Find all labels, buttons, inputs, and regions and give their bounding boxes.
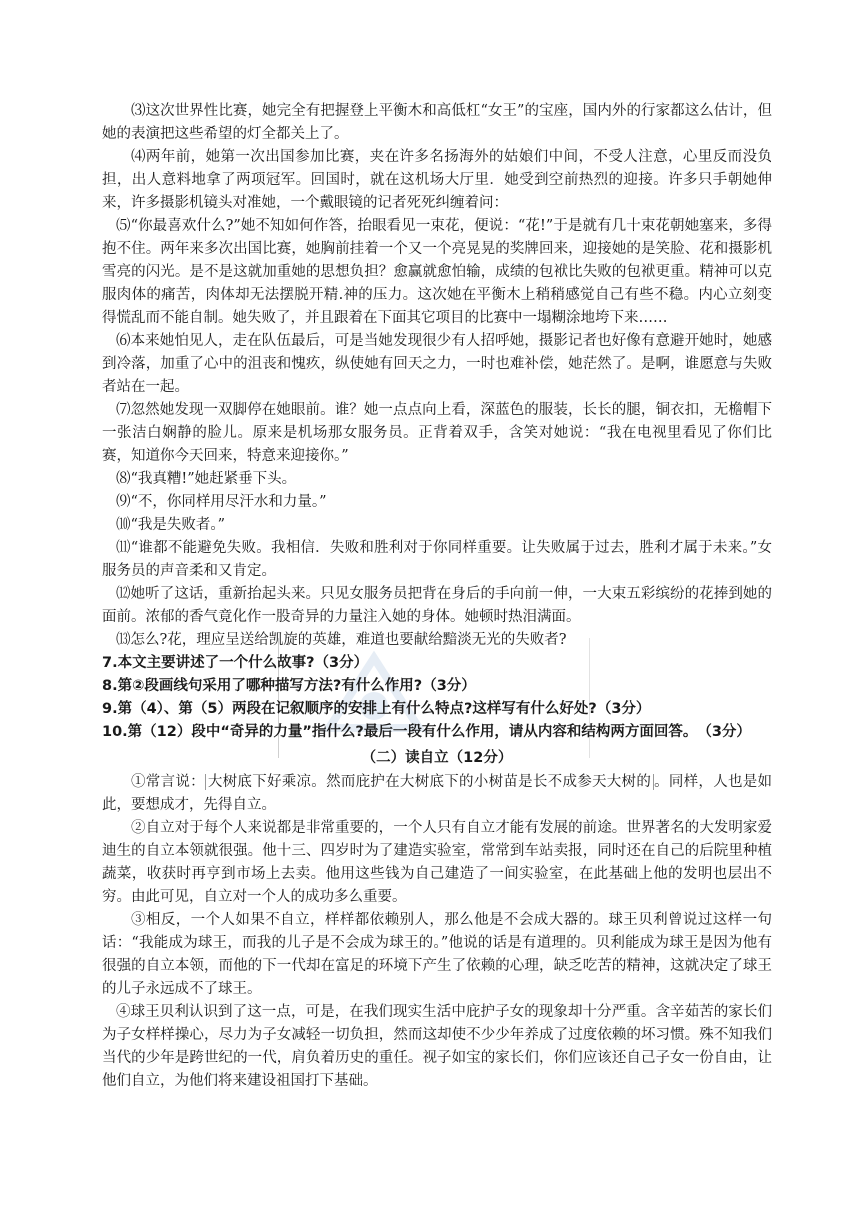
essay-paragraph-4: ④球王贝利认识到了这一点，可是，在我们现实生活中庇护子女的现象却十分严重。含辛茹苦的家长们为子女样样操心，尽力为子女减轻一切负担，然而这却使不少少年养成了过度依赖的坏习惯。殊不知我们当代的少年是跨世纪的一代，肩负着历史的重任。视子如宝的家长们，你们应该还自己子女一份自由，让他们自立，为他们将来建设祖国打下基础。	[102, 1004, 772, 1089]
paragraph-6: ⑹本来她怕见人，走在队伍最后，可是当她发现很少有人招呼她，摄影记者也好像有意避开她时，她感到冷落，加重了心中的沮丧和愧疚，纵使她有回天之力，一时也难补偿，她茫然了。是啊，谁愿意与失败者站在一起。	[102, 333, 772, 395]
paragraph-8: ⑻“我真糟!”她赶紧垂下头。	[116, 471, 297, 487]
question-8: 8.第②段画线句采用了哪种描写方法?有什么作用?（3分）	[102, 678, 476, 694]
essay-paragraph-1	[102, 771, 772, 817]
paragraph-7: ⑺忽然她发现一双脚停在她眼前。谁？她一点点向上看，深蓝色的服装，长长的腿，铜衣扣，无檐帽下一张洁白娴静的脸儿。原来是机场那女服务员。正背着双手，含笑对她说：“我在电视里看见了你们比赛，知道你今天回来，特意来迎接你。”	[102, 402, 772, 464]
question-10: 10.第（12）段中“奇异的力量”指什么?最后一段有什么作用，请从内容和结构两方面回答。 （3分）	[102, 724, 751, 740]
essay-p1-end: 。同样，人也是如此，要想成才，先得自立。	[102, 774, 773, 813]
underlined-sentence: 大树底下好乘凉。然而庇护在大树底下的小树苗是长不成参天大树的	[205, 774, 654, 790]
document-body	[102, 100, 772, 1093]
question-9: 9.第（4）、第（5）两段在记叙顺序的安排上有什么特点?这样写有什么好处?（3分）	[102, 701, 651, 717]
paragraph-11: ⑾“谁都不能避免失败。我相信．失败和胜利对于你同样重要。让失败属于过去，胜利才属于未来。”女服务员的声音柔和又肯定。	[102, 540, 772, 579]
paragraph-3: ⑶这次世界性比赛，她完全有把握登上平衡木和高低杠“女王”的宝座，国内外的行家都这么估计，但她的表演把这些希望的灯全都关上了。	[102, 103, 772, 142]
essay-paragraph-3: ③相反，一个人如果不自立，样样都依赖别人，那么他是不会成大器的。球王贝利曾说过这样一句话：“我能成为球王，而我的儿子是不会成为球王的。”他说的话是有道理的。贝利能成为球王是因为他有很强的自立本领，而他的下一代却在富足的环境下产生了依赖的心理，缺乏吃苦的精神，这就决定了球王的儿子永远成不了球王。	[102, 912, 772, 997]
section-title: （二）读自立（12分）	[361, 750, 513, 766]
paragraph-9: ⑼“不，你同样用尽汗水和力量。”	[116, 494, 327, 510]
question-7: 7.本文主要讲述了一个什么故事?（3分）	[102, 655, 369, 671]
essay-paragraph-2: ②自立对于每个人来说都是非常重要的，一个人只有自立才能有发展的前途。世界著名的大发明家爱迪生的自立本领就很强。他十三、四岁时为了建造实验室，常常到车站卖报，同时还在自己的后院里种植蔬菜，收获时再亨到市场上去卖。他用这些钱为自己建造了一间实验室，在此基础上他的发明也层出不穷。由此可见，自立对一个人的成功多么重要。	[102, 820, 772, 905]
paragraph-4: ⑷两年前，她第一次出国参加比赛，夹在许多名扬海外的姑娘们中间，不受人注意，心里反而没负担，出人意料地拿了两项冠军。回国时，就在这机场大厅里．她受到空前热烈的迎接。许多只手朝她伸来，许多摄影机镜头对准她，一个戴眼镜的记者死死纠缠着问：	[102, 149, 772, 211]
paragraph-13: ⒀怎么?花，理应呈送给凯旋的英雄，难道也要献给黯淡无光的失败者?	[116, 632, 567, 648]
essay-p1-start: ①常言说：	[131, 774, 205, 790]
paragraph-12: ⑿她听了这话，重新抬起头来。只见女服务员把背在身后的手向前一伸，一大束五彩缤纷的花捧到她的面前。浓郁的香气竟化作一股奇异的力量注入她的身体。她顿时热泪满面。	[102, 586, 772, 625]
paragraph-10: ⑽“我是失败者。”	[116, 517, 226, 533]
paragraph-5: ⑸“你最喜欢什么?”她不知如何作答，抬眼看见一束花，便说：“花!”于是就有几十束花朝她塞来，多得抱不住。两年来多次出国比赛，她胸前挂着一个又一个亮晃晃的奖牌回来，迎接她的是笑脸、花和摄影机雪亮的闪光。是不是这就加重她的思想负担？愈赢就愈怕输，成绩的包袱比失败的包袱更重。精神可以克服肉体的痛苦，肉体却无法摆脱开精.神的压力。这次她在平衡木上稍稍感觉自己有些不稳。内心立刻变得慌乱而不能自制。她失败了，并且跟着在下面其它项目的比赛中一塌糊涂地垮下来……	[102, 218, 772, 326]
